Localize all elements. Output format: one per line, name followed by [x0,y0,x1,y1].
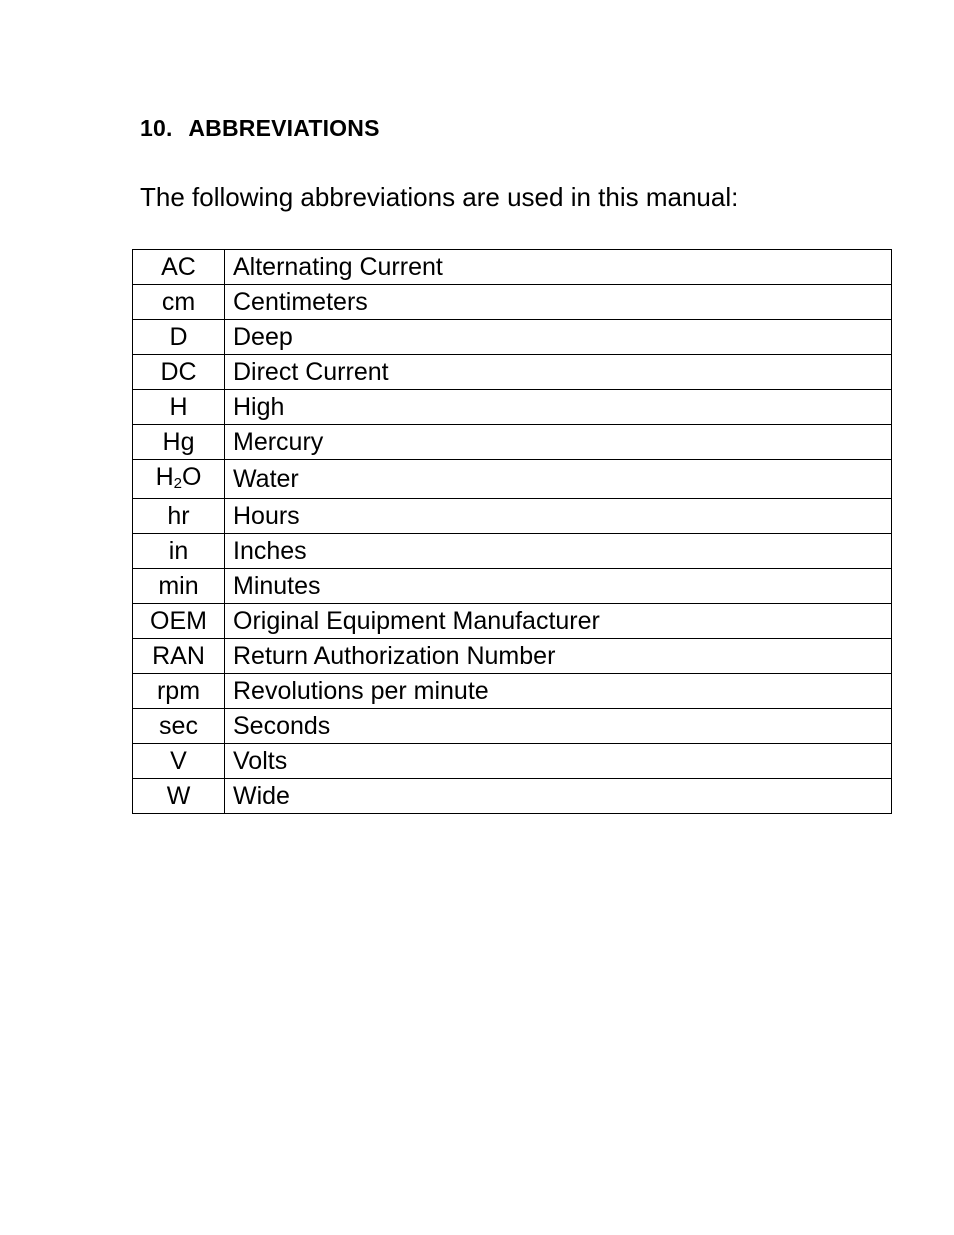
abbreviation-cell [133,744,225,779]
table-row [133,604,892,639]
meaning-cell: Mercury [225,425,892,460]
abbreviation-cell [133,460,225,499]
abbreviation-text: H [155,463,174,491]
abbreviation-text: min [158,572,199,600]
abbreviation-text: in [168,537,189,565]
abbreviation-cell [133,425,225,460]
abbreviations-table [132,249,892,814]
abbreviation-cell [133,499,225,534]
meaning-cell: Water [225,460,892,499]
abbreviation-text: V [170,747,187,775]
meaning-cell: Return Authorization Number [225,639,892,674]
table-row [133,390,892,425]
intro-paragraph: The following abbreviations are used in this manual: [140,182,739,212]
abbreviation-cell [133,569,225,604]
table-row [133,499,892,534]
abbreviation-text: cm [161,288,196,316]
abbreviation-cell [133,285,225,320]
abbreviation-cell [133,779,225,814]
table-row [133,460,892,499]
abbreviations-table-body [133,250,892,814]
abbreviation-text: Hg [162,428,195,456]
table-row [133,674,892,709]
abbreviation-cell [133,639,225,674]
abbreviation-cell [133,674,225,709]
meaning-cell: Minutes [225,569,892,604]
abbreviation-cell [133,355,225,390]
meaning-cell: High [225,390,892,425]
abbreviation-text: D [169,323,188,351]
meaning-cell: Centimeters [225,285,892,320]
meaning-cell: Inches [225,534,892,569]
meaning-cell: Hours [225,499,892,534]
abbreviation-text: OEM [150,607,207,635]
abbreviation-cell [133,709,225,744]
meaning-cell: Volts [225,744,892,779]
table-row [133,250,892,285]
meaning-cell: Revolutions per minute [225,674,892,709]
table-row [133,779,892,814]
abbreviation-cell [133,250,225,285]
abbreviation-cell [133,320,225,355]
abbreviation-text: AC [161,253,196,281]
table-row [133,639,892,674]
abbreviation-text: RAN [152,642,205,670]
section-heading [140,115,380,142]
meaning-cell: Wide [225,779,892,814]
abbreviation-text: H [169,393,188,421]
meaning-cell: Seconds [225,709,892,744]
abbreviation-text-suffix: O [181,463,202,491]
table-row [133,744,892,779]
table-row [133,569,892,604]
abbreviation-text: sec [159,712,198,740]
meaning-cell: Direct Current [225,355,892,390]
abbreviation-text: W [166,782,191,810]
table-row [133,285,892,320]
abbreviation-text: hr [167,502,190,530]
abbreviation-text: rpm [156,677,201,705]
table-row [133,355,892,390]
table-row [133,320,892,355]
table-row [133,425,892,460]
table-row [133,534,892,569]
meaning-cell: Alternating Current [225,250,892,285]
section-number: 10. [140,115,173,141]
abbreviation-subscript: 2 [173,475,182,492]
meaning-cell: Deep [225,320,892,355]
meaning-cell: Original Equipment Manufacturer [225,604,892,639]
abbreviation-cell [133,534,225,569]
abbreviation-text: DC [160,358,197,386]
table-row [133,709,892,744]
abbreviation-cell [133,390,225,425]
abbreviation-cell [133,604,225,639]
section-title: ABBREVIATIONS [188,115,380,141]
